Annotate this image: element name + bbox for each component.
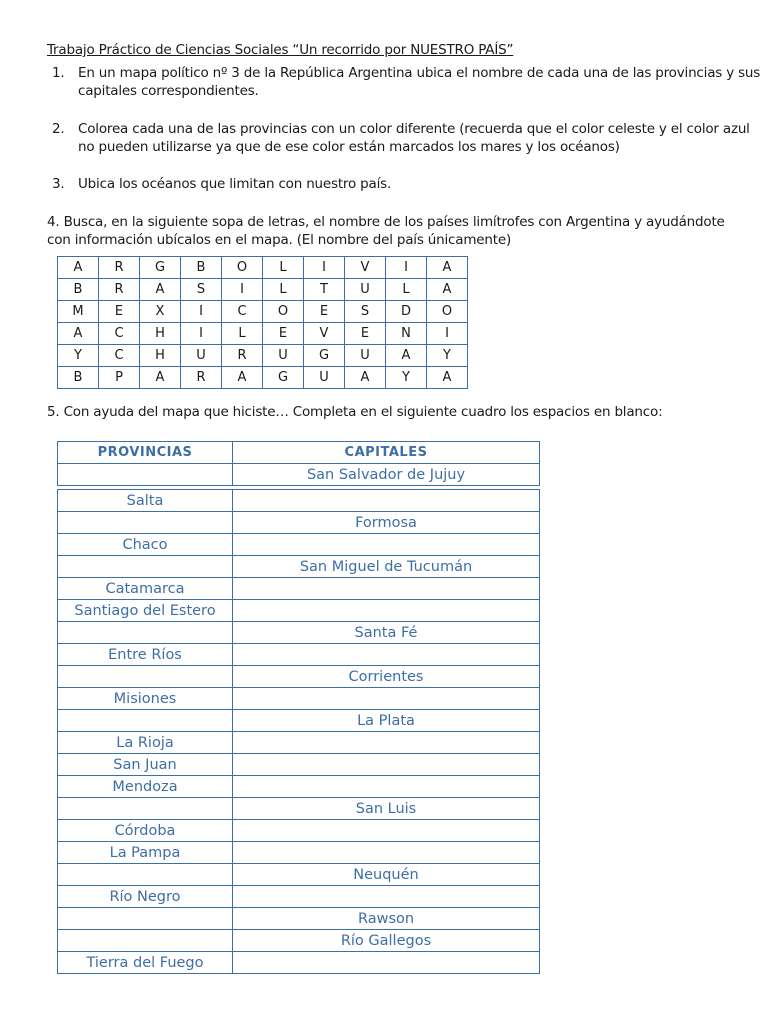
capital-cell[interactable]: Río Gallegos bbox=[233, 930, 540, 952]
instruction-2 bbox=[52, 120, 768, 160]
province-cell[interactable] bbox=[58, 908, 233, 930]
word-search-cell[interactable]: R bbox=[99, 257, 140, 279]
table-header-row bbox=[58, 442, 540, 464]
word-search-cell[interactable]: E bbox=[99, 301, 140, 323]
province-cell[interactable]: Mendoza bbox=[58, 776, 233, 798]
word-search-cell[interactable]: G bbox=[304, 345, 345, 367]
word-search-cell[interactable]: V bbox=[345, 257, 386, 279]
table-row bbox=[58, 556, 540, 578]
word-search-cell[interactable]: Y bbox=[58, 345, 99, 367]
capital-cell[interactable] bbox=[233, 688, 540, 710]
table-row bbox=[58, 886, 540, 908]
header-capitales: CAPITALES bbox=[233, 442, 540, 464]
word-search-row bbox=[58, 279, 468, 301]
word-search-cell[interactable]: L bbox=[222, 323, 263, 345]
capital-cell[interactable]: Neuquén bbox=[233, 864, 540, 886]
word-search-cell[interactable]: B bbox=[181, 257, 222, 279]
word-search-cell[interactable]: U bbox=[304, 367, 345, 389]
capital-cell[interactable] bbox=[233, 820, 540, 842]
table-row bbox=[58, 776, 540, 798]
province-cell[interactable]: Misiones bbox=[58, 688, 233, 710]
word-search-cell[interactable]: U bbox=[263, 345, 304, 367]
word-search-cell[interactable]: C bbox=[99, 323, 140, 345]
word-search-cell[interactable]: L bbox=[263, 257, 304, 279]
word-search-cell[interactable]: E bbox=[304, 301, 345, 323]
table-row bbox=[58, 754, 540, 776]
province-cell[interactable] bbox=[58, 798, 233, 820]
word-search-cell[interactable]: V bbox=[304, 323, 345, 345]
table-row bbox=[58, 600, 540, 622]
table-row bbox=[58, 512, 540, 534]
word-search-cell[interactable]: A bbox=[427, 279, 468, 301]
capital-cell[interactable]: Rawson bbox=[233, 908, 540, 930]
capital-cell[interactable]: Formosa bbox=[233, 512, 540, 534]
instruction-5: 5. Con ayuda del mapa que hiciste… Completa en el siguiente cuadro los espacios en blanco: bbox=[47, 404, 663, 420]
table-row bbox=[58, 710, 540, 732]
table-row bbox=[58, 930, 540, 952]
word-search-cell[interactable]: R bbox=[181, 367, 222, 389]
word-search-cell[interactable]: S bbox=[345, 301, 386, 323]
word-search-cell[interactable]: O bbox=[427, 301, 468, 323]
capitals-table bbox=[57, 489, 540, 974]
capital-cell[interactable] bbox=[233, 754, 540, 776]
capital-cell[interactable] bbox=[233, 776, 540, 798]
word-search-cell[interactable]: M bbox=[58, 301, 99, 323]
word-search-row bbox=[58, 367, 468, 389]
province-cell[interactable] bbox=[58, 464, 233, 486]
word-search-cell[interactable]: D bbox=[386, 301, 427, 323]
word-search-cell[interactable]: I bbox=[181, 323, 222, 345]
capital-cell[interactable]: San Miguel de Tucumán bbox=[233, 556, 540, 578]
province-cell[interactable]: Entre Ríos bbox=[58, 644, 233, 666]
capital-cell[interactable]: Corrientes bbox=[233, 666, 540, 688]
word-search-cell[interactable]: T bbox=[304, 279, 345, 301]
word-search-row bbox=[58, 301, 468, 323]
province-cell[interactable]: Chaco bbox=[58, 534, 233, 556]
province-cell[interactable]: Río Negro bbox=[58, 886, 233, 908]
word-search-grid bbox=[57, 256, 468, 389]
word-search-cell[interactable]: A bbox=[140, 279, 181, 301]
province-cell[interactable] bbox=[58, 864, 233, 886]
province-cell[interactable]: Córdoba bbox=[58, 820, 233, 842]
word-search-cell[interactable]: A bbox=[222, 367, 263, 389]
instruction-text: En un mapa político nº 3 de la República Argentina ubica el nombre de cada una de las provincias y sus capitales correspondientes. bbox=[78, 65, 761, 99]
table-row bbox=[58, 490, 540, 512]
capital-cell[interactable] bbox=[233, 886, 540, 908]
table-row bbox=[58, 464, 540, 486]
instruction-number: 2. bbox=[52, 121, 65, 137]
table-row bbox=[58, 952, 540, 974]
province-cell[interactable] bbox=[58, 622, 233, 644]
capital-cell[interactable] bbox=[233, 952, 540, 974]
capital-cell[interactable] bbox=[233, 534, 540, 556]
province-cell[interactable]: San Juan bbox=[58, 754, 233, 776]
table-row bbox=[58, 820, 540, 842]
word-search-cell[interactable]: R bbox=[99, 279, 140, 301]
word-search-cell[interactable]: U bbox=[181, 345, 222, 367]
instruction-text: Colorea cada una de las provincias con un color diferente (recuerda que el color celeste y el color azul no pueden utilizarse ya que de ese color están marcados los mares y los océanos) bbox=[78, 121, 750, 155]
word-search-cell[interactable]: I bbox=[222, 279, 263, 301]
word-search-cell[interactable]: O bbox=[222, 257, 263, 279]
table-row bbox=[58, 622, 540, 644]
table-row bbox=[58, 842, 540, 864]
table-row bbox=[58, 864, 540, 886]
word-search-cell[interactable]: E bbox=[263, 323, 304, 345]
instruction-text: Ubica los océanos que limitan con nuestro país. bbox=[78, 176, 392, 192]
word-search-cell[interactable]: I bbox=[386, 257, 427, 279]
word-search-cell[interactable]: X bbox=[140, 301, 181, 323]
word-search-cell[interactable]: B bbox=[58, 279, 99, 301]
word-search-cell[interactable]: A bbox=[345, 367, 386, 389]
capital-cell[interactable]: San Luis bbox=[233, 798, 540, 820]
province-cell[interactable]: Salta bbox=[58, 490, 233, 512]
table-row bbox=[58, 578, 540, 600]
province-cell[interactable]: La Pampa bbox=[58, 842, 233, 864]
instruction-3 bbox=[52, 175, 768, 195]
capital-cell[interactable]: La Plata bbox=[233, 710, 540, 732]
word-search-cell[interactable]: A bbox=[386, 345, 427, 367]
province-cell[interactable] bbox=[58, 710, 233, 732]
table-row bbox=[58, 666, 540, 688]
word-search-cell[interactable]: A bbox=[58, 323, 99, 345]
word-search-cell[interactable]: I bbox=[181, 301, 222, 323]
word-search-cell[interactable]: O bbox=[263, 301, 304, 323]
word-search-cell[interactable]: A bbox=[427, 257, 468, 279]
word-search-cell[interactable]: G bbox=[140, 257, 181, 279]
table-row bbox=[58, 732, 540, 754]
word-search-cell[interactable]: C bbox=[222, 301, 263, 323]
table-row bbox=[58, 688, 540, 710]
province-cell[interactable]: Catamarca bbox=[58, 578, 233, 600]
word-search-cell[interactable]: C bbox=[99, 345, 140, 367]
word-search-row bbox=[58, 345, 468, 367]
header-provincias: PROVINCIAS bbox=[58, 442, 233, 464]
word-search-cell[interactable]: P bbox=[99, 367, 140, 389]
word-search-cell[interactable]: S bbox=[181, 279, 222, 301]
capital-cell[interactable] bbox=[233, 644, 540, 666]
capital-cell[interactable]: Santa Fé bbox=[233, 622, 540, 644]
table-row bbox=[58, 644, 540, 666]
table-row bbox=[58, 798, 540, 820]
province-cell[interactable]: La Rioja bbox=[58, 732, 233, 754]
capitals-table-header bbox=[57, 441, 540, 486]
table-row bbox=[58, 908, 540, 930]
instruction-1 bbox=[52, 64, 768, 104]
page-title: Trabajo Práctico de Ciencias Sociales “Un recorrido por NUESTRO PAÍS” bbox=[47, 42, 514, 58]
capital-cell[interactable] bbox=[233, 600, 540, 622]
instruction-number: 1. bbox=[52, 65, 65, 81]
capital-cell[interactable] bbox=[233, 578, 540, 600]
province-cell[interactable]: Santiago del Estero bbox=[58, 600, 233, 622]
capital-cell[interactable]: San Salvador de Jujuy bbox=[233, 464, 540, 486]
word-search-cell[interactable]: I bbox=[304, 257, 345, 279]
word-search-row bbox=[58, 257, 468, 279]
word-search-cell[interactable]: H bbox=[140, 345, 181, 367]
province-cell[interactable] bbox=[58, 556, 233, 578]
word-search-row bbox=[58, 323, 468, 345]
province-cell[interactable] bbox=[58, 512, 233, 534]
word-search-cell[interactable]: A bbox=[58, 257, 99, 279]
word-search-cell[interactable]: A bbox=[140, 367, 181, 389]
word-search-cell[interactable]: L bbox=[386, 279, 427, 301]
word-search-cell[interactable]: I bbox=[427, 323, 468, 345]
word-search-cell[interactable]: E bbox=[345, 323, 386, 345]
word-search-cell[interactable]: A bbox=[427, 367, 468, 389]
word-search-cell[interactable]: H bbox=[140, 323, 181, 345]
word-search-cell[interactable]: U bbox=[345, 345, 386, 367]
word-search-cell[interactable]: U bbox=[345, 279, 386, 301]
capital-cell[interactable] bbox=[233, 490, 540, 512]
province-cell[interactable]: Tierra del Fuego bbox=[58, 952, 233, 974]
word-search-cell[interactable]: Y bbox=[427, 345, 468, 367]
word-search-cell[interactable]: N bbox=[386, 323, 427, 345]
word-search-cell[interactable]: Y bbox=[386, 367, 427, 389]
word-search-cell[interactable]: L bbox=[263, 279, 304, 301]
capital-cell[interactable] bbox=[233, 842, 540, 864]
word-search-cell[interactable]: B bbox=[58, 367, 99, 389]
word-search-cell[interactable]: G bbox=[263, 367, 304, 389]
instruction-4: 4. Busca, en la siguiente sopa de letras, el nombre de los países limítrofes con Argentina y ayudándote con información ubícalos en el mapa. (El nombre del país únicamente) bbox=[47, 214, 725, 248]
province-cell[interactable] bbox=[58, 666, 233, 688]
word-search-cell[interactable]: R bbox=[222, 345, 263, 367]
province-cell[interactable] bbox=[58, 930, 233, 952]
capital-cell[interactable] bbox=[233, 732, 540, 754]
instruction-number: 3. bbox=[52, 176, 65, 192]
table-row bbox=[58, 534, 540, 556]
